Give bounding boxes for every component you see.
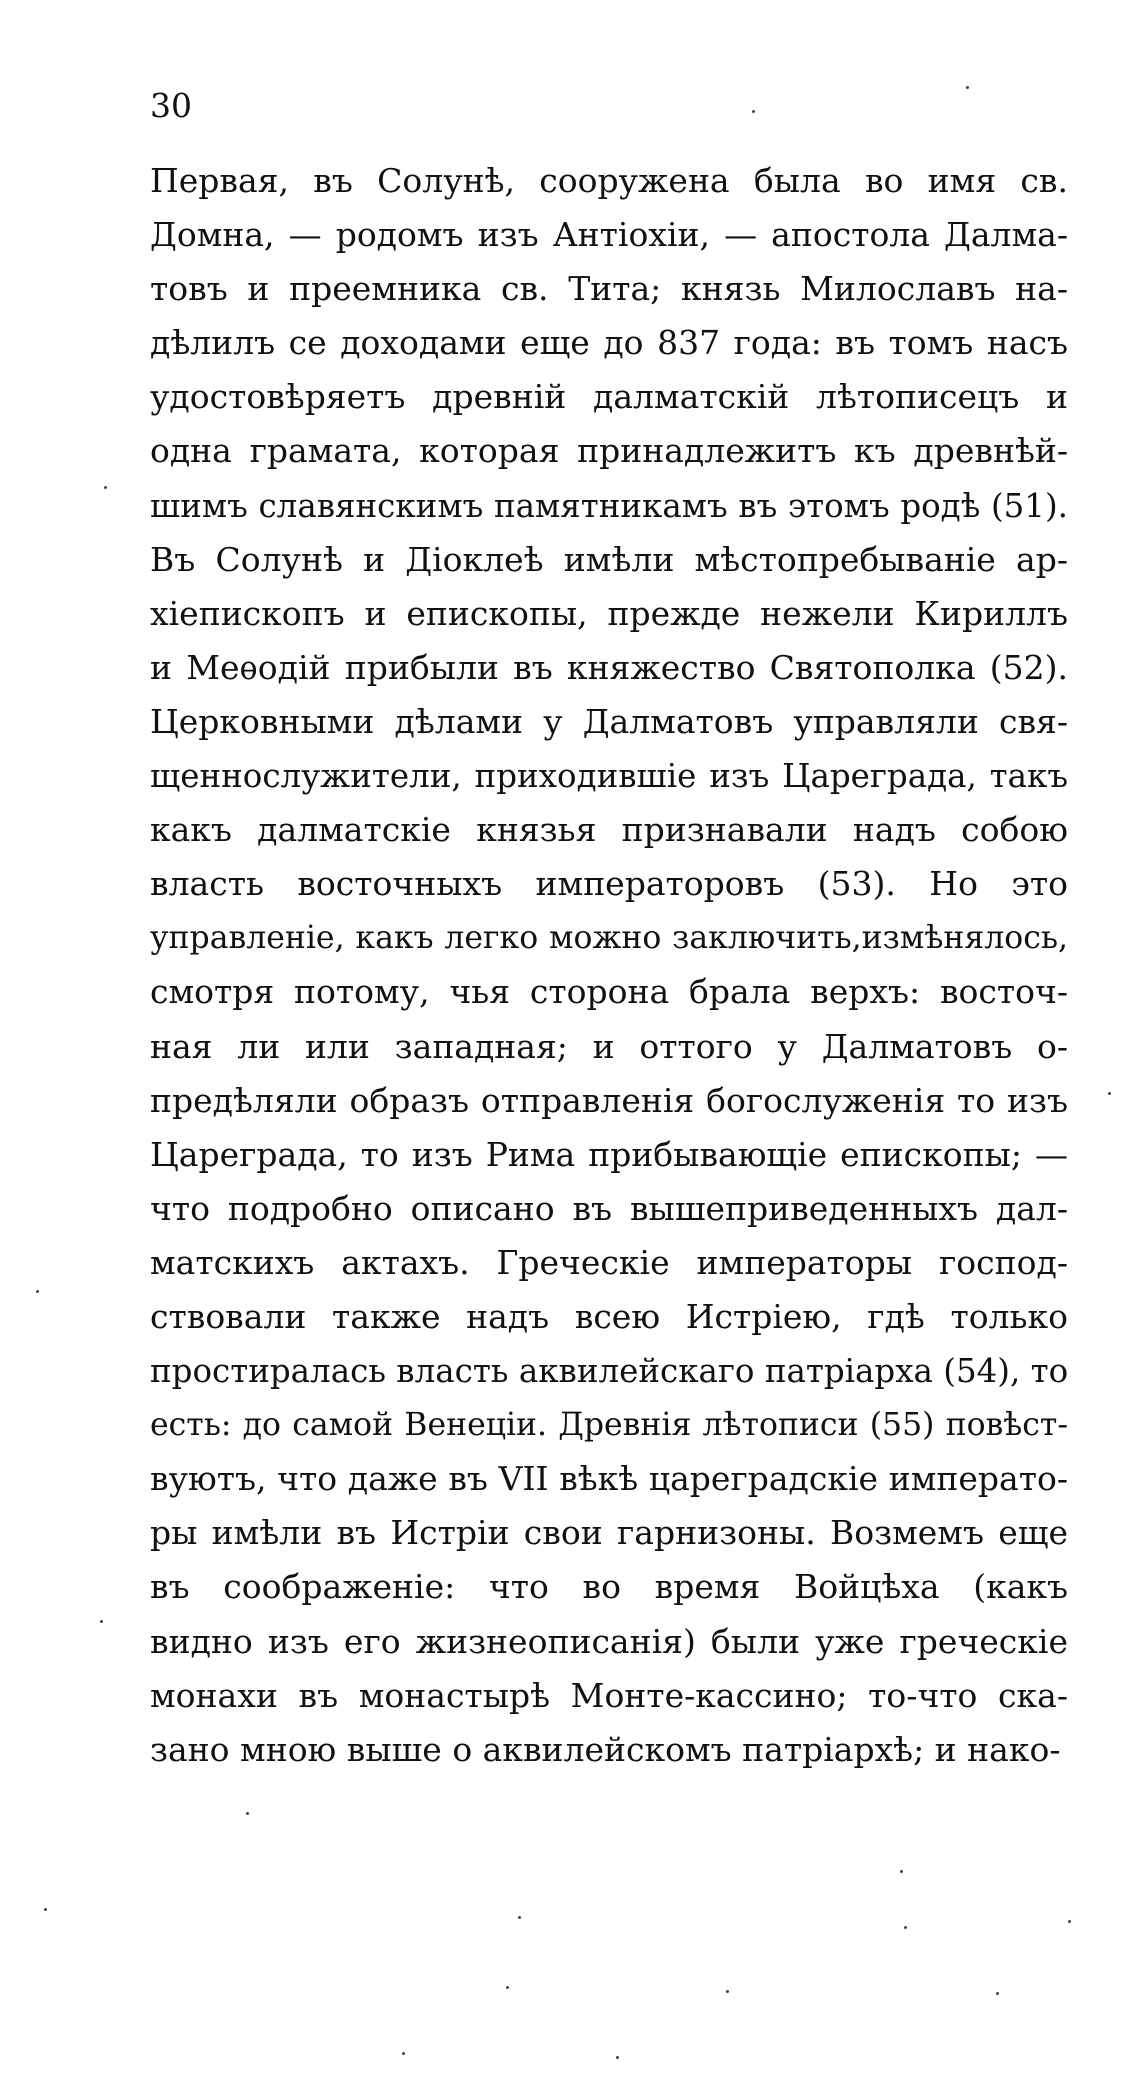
- text-line: въ соображеніе: что во время Войцѣха (какъ: [150, 1567, 1068, 1607]
- text-line: что подробно описано въ вышеприведенныхъ дал-: [150, 1188, 1068, 1228]
- text-line: одна грамата, которая принадлежитъ къ древнѣй-: [150, 431, 1068, 471]
- text-line: матскихъ актахъ. Греческіе императоры господ-: [150, 1242, 1068, 1282]
- scan-speck: [506, 1986, 509, 1989]
- text-line: дѣлилъ се доходами еще до 837 года: въ томъ насъ: [150, 323, 1068, 363]
- text-line: есть: до самой Венеціи. Древнія лѣтописи (55) повѣст-: [150, 1407, 1068, 1444]
- scan-speck: [518, 1916, 521, 1919]
- scan-speck: [726, 1990, 729, 1993]
- scan-speck: [966, 86, 969, 89]
- scan-speck: [36, 1290, 39, 1293]
- scan-speck: [900, 1870, 903, 1873]
- text-line: Въ Солунѣ и Діоклеѣ имѣли мѣстопребываніе ар-: [150, 539, 1068, 579]
- text-line: вуютъ, что даже въ VII вѣкѣ цареградскіе императо-: [150, 1459, 1068, 1499]
- text-line: власть восточныхъ императоровъ (53). Но это: [150, 864, 1068, 904]
- scan-speck: [1068, 1920, 1071, 1923]
- text-line: Первая, въ Солунѣ, сооружена была во имя св.: [150, 161, 1068, 200]
- text-line: Цареграда, то изъ Рима прибывающіе епископы; —: [150, 1134, 1068, 1174]
- text-line: предѣляли образъ отправленія богослуженія то изъ: [150, 1080, 1068, 1120]
- text-line: смотря потому, чья сторона брала верхъ: восточ-: [150, 972, 1068, 1012]
- text-line: видно изъ его жизнеописанія) были уже греческіе: [150, 1621, 1068, 1661]
- text-line: какъ далматскіе князья признавали надъ собою: [150, 810, 1068, 850]
- text-line: удостовѣряетъ древній далматскій лѣтописецъ и: [150, 377, 1068, 417]
- scan-speck: [752, 110, 755, 113]
- text-line: ная ли или западная; и оттого у Далматовъ о-: [150, 1026, 1068, 1066]
- scan-speck: [246, 1812, 249, 1815]
- text-line: хіепископъ и епископы, прежде нежели Кириллъ: [150, 593, 1068, 633]
- page-number: 30: [150, 86, 192, 125]
- text-line: товъ и преемника св. Тита; князь Милославъ на-: [150, 269, 1068, 309]
- text-line: Церковными дѣлами у Далматовъ управляли свя-: [150, 701, 1068, 741]
- text-line: щеннослужители, приходившіе изъ Цареграда, такъ: [150, 757, 1068, 796]
- text-line: шимъ славянскимъ памятникамъ въ этомъ родѣ (51).: [150, 486, 1068, 525]
- scan-speck: [100, 1620, 103, 1623]
- scan-speck: [104, 486, 107, 489]
- scan-speck: [904, 1926, 907, 1929]
- scan-speck: [616, 2056, 619, 2059]
- body-text: [150, 154, 1068, 1777]
- scan-speck: [1108, 1092, 1111, 1095]
- text-line: ствовали также надъ всею Истріею, гдѣ только: [150, 1296, 1068, 1336]
- text-line: Домна, — родомъ изъ Антіохіи, — апостола Далма-: [150, 215, 1068, 255]
- text-line: зано мною выше о аквилейскомъ патріархѣ; и нако-: [150, 1729, 1061, 1769]
- text-line: монахи въ монастырѣ Монте-кассино; то-что ска-: [150, 1675, 1068, 1715]
- text-line: и Меѳодій прибыли въ княжество Святополка (52).: [150, 647, 1068, 687]
- scan-speck: [44, 1908, 47, 1911]
- text-line: простиралась власть аквилейскаго патріарха (54), то: [150, 1352, 1068, 1391]
- text-line: ры имѣли въ Истріи свои гарнизоны. Возмемъ еще: [150, 1513, 1068, 1553]
- scan-speck: [402, 2052, 405, 2055]
- scan-speck: [996, 1992, 999, 1995]
- text-line: управленіе, какъ легко можно заключить,измѣнялось,: [150, 920, 1068, 957]
